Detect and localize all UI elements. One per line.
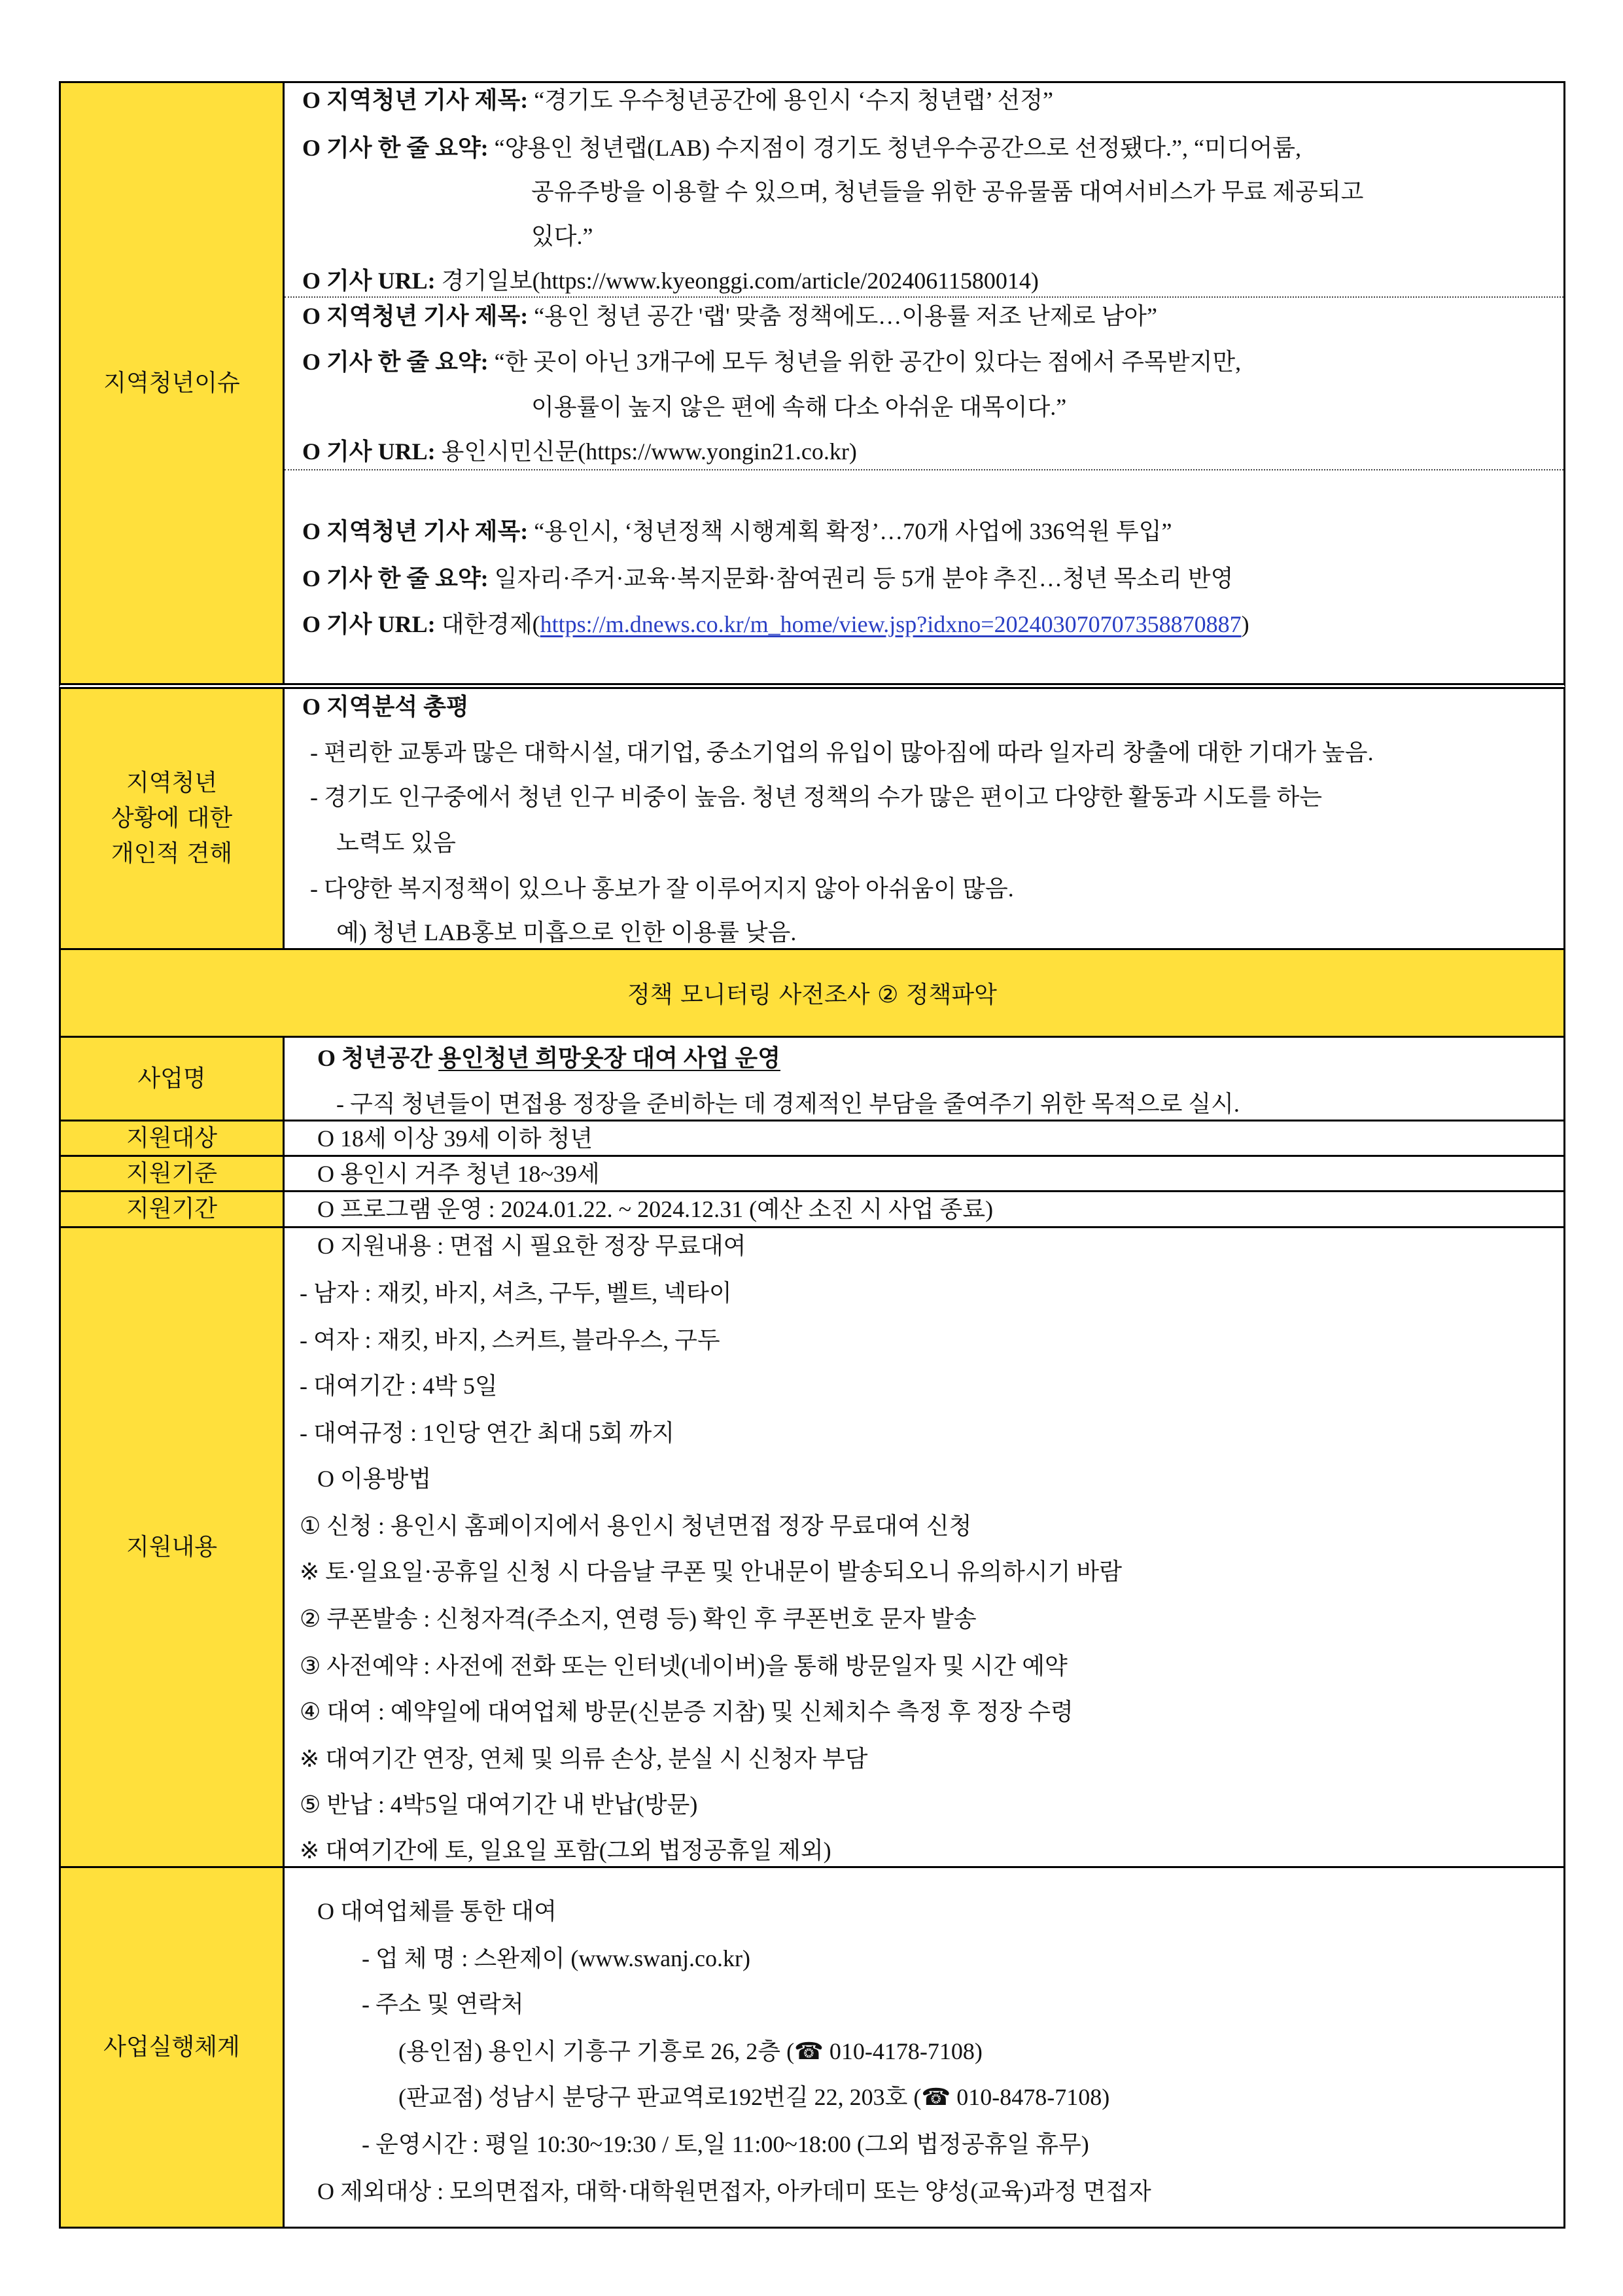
article-title-label: 지역청년 기사 제목: [326, 518, 529, 544]
dotted-divider [285, 469, 1563, 470]
article-2-url-line [302, 437, 857, 466]
content-text: ④ 대여 : 예약일에 대여업체 방문(신분증 지참) 및 신체치수 측정 후 정장 수령 [300, 1699, 1073, 1725]
opinion-heading: 지역분석 총평 [326, 694, 469, 720]
article-summary-continued: 공유주방을 이용할 수 있으며, 청년들을 위한 공유물품 대여서비스가 무료 제공되고 [531, 179, 1364, 205]
execution-text: O 제외대상 : 모의면접자, 대학·대학원면접자, 아카데미 또는 양성(교육)과정 면접자 [317, 2178, 1151, 2204]
execution-text: (판교점) 성남시 분당구 판교역로192번길 22, 203호 (☎ 010-8478-7108) [398, 2084, 1110, 2110]
target-line [317, 1124, 593, 1153]
article-url-prefix: 대한경제( [441, 611, 540, 637]
row-support-content [59, 1228, 1565, 1868]
content-text: O 이용방법 [317, 1466, 432, 1492]
article-1-title-line [302, 86, 1053, 115]
business-description-line [336, 1089, 1240, 1118]
article-summary-label: 기사 한 줄 요약: [326, 135, 489, 161]
label-text: 사업실행체계 [103, 2034, 240, 2060]
label-text-line: 상황에 대한 [111, 805, 233, 832]
execution-text: O 대여업체를 통한 대여 [317, 1898, 557, 1924]
article-summary: “양용인 청년랩(LAB) 수지점이 경기도 청년우수공간으로 선정됐다.”, “미디어룸, [494, 135, 1302, 161]
target-text: O 18세 이상 39세 이하 청년 [317, 1125, 593, 1152]
opinion-text: - 경기도 인구중에서 청년 인구 비중이 높음. 청년 정책의 수가 많은 편이고 다양한 활동과 시도를 하는 [310, 784, 1323, 810]
label-text: 지원내용 [126, 1533, 218, 1561]
article-url-label: 기사 URL: [326, 438, 436, 465]
bullet-marker: O [302, 565, 321, 592]
label-cell [61, 1868, 285, 2227]
bullet-marker: O [302, 438, 321, 465]
execution-text: (용인점) 용인시 기흥구 기흥로 26, 2층 (☎ 010-4178-7108) [398, 2038, 983, 2064]
execution-line [317, 1897, 557, 1926]
content-line [300, 1279, 732, 1307]
content-text: ※ 토·일요일·공휴일 신청 시 다음날 쿠폰 및 안내문이 발송되오니 유의하시기 바람 [300, 1559, 1122, 1585]
content-text: ※ 대여기간에 토, 일요일 포함(그외 법정공휴일 제외) [300, 1837, 831, 1863]
article-2-title-line [302, 302, 1157, 330]
bullet-marker: O [302, 694, 321, 720]
opinion-line [310, 783, 1322, 811]
article-summary: 일자리·주거·교육·복지문화·참여권리 등 5개 분야 추진…청년 목소리 반영 [494, 565, 1234, 592]
article-2-summary-line [302, 347, 1241, 376]
article-title: “용인시, ‘청년정책 시행계획 확정’…70개 사업에 336억원 투입” [534, 518, 1172, 544]
content-line [300, 1836, 831, 1865]
row-execution-system [59, 1868, 1565, 2229]
bullet-marker: O [302, 349, 321, 375]
label-text: 지원기준 [126, 1159, 218, 1187]
execution-text: - 업 체 명 : 스완제이 (www.swanj.co.kr) [362, 1945, 751, 1971]
row-business-name [59, 1038, 1565, 1122]
article-url-label: 기사 URL: [326, 611, 436, 637]
opinion-line [310, 738, 1374, 767]
dotted-divider [285, 296, 1563, 298]
article-url-label: 기사 URL: [326, 268, 436, 294]
article-title: “용인 청년 공간 '랩' 맞춤 정책에도…이용률 저조 난제로 남아” [534, 303, 1157, 329]
content-line [300, 1326, 720, 1354]
execution-line [398, 2083, 1109, 2111]
opinion-text: - 다양한 복지정책이 있으나 홍보가 잘 이루어지지 않아 아쉬움이 많음. [310, 875, 1014, 902]
content-text: ⑤ 반납 : 4박5일 대여기간 내 반납(방문) [300, 1792, 698, 1818]
label-text-line: 개인적 견해 [111, 840, 233, 867]
content-line [317, 1231, 746, 1260]
label-cell [61, 1228, 285, 1866]
bullet-marker: O [302, 518, 321, 544]
article-title-label: 지역청년 기사 제목: [326, 303, 529, 329]
execution-line [362, 1990, 524, 2019]
content-line [300, 1511, 971, 1540]
article-summary-label: 기사 한 줄 요약: [326, 565, 489, 592]
article-url: 경기일보(https://www.kyeonggi.com/article/20240611580014) [441, 268, 1039, 294]
section-header-row [59, 950, 1565, 1038]
opinion-text: - 편리한 교통과 많은 대학시설, 대기업, 중소기업의 유입이 많아짐에 따라 일자리 창출에 대한 기대가 높음. [310, 739, 1374, 766]
article-url: 용인시민신문(https://www.yongin21.co.kr) [441, 438, 857, 465]
opinion-line [336, 918, 796, 947]
content-text: - 여자 : 재킷, 바지, 스커트, 블라우스, 구두 [300, 1327, 720, 1353]
content-text: ※ 대여기간 연장, 연체 및 의류 손상, 분실 시 신청자 부담 [300, 1746, 868, 1772]
business-name: 용인청년 희망옷장 대여 사업 운영 [438, 1045, 780, 1071]
row-period [59, 1192, 1565, 1228]
content-line [300, 1419, 674, 1447]
content-line [300, 1790, 697, 1819]
execution-text: - 운영시간 : 평일 10:30~19:30 / 토,일 11:00~18:00 (그외 법정공휴일 휴무) [362, 2131, 1089, 2157]
period-text: O 프로그램 운영 : 2024.01.22. ~ 2024.12.31 (예산 소진 시 사업 종료) [317, 1196, 994, 1222]
article-title-label: 지역청년 기사 제목: [326, 87, 529, 113]
bullet-marker: O [302, 611, 321, 637]
content-line [317, 1464, 431, 1493]
content-line [300, 1651, 1068, 1680]
content-text: O 지원내용 : 면접 시 필요한 정장 무료대여 [317, 1233, 746, 1259]
section-header-title: 정책 모니터링 사전조사 ② 정책파악 [627, 981, 997, 1008]
business-name-line [317, 1044, 780, 1072]
content-line [300, 1744, 867, 1773]
label-cell [61, 689, 285, 948]
content-line [300, 1697, 1073, 1726]
label-text: 사업명 [137, 1065, 206, 1092]
content-text: - 대여규정 : 1인당 연간 최대 5회 까지 [300, 1420, 675, 1446]
article-summary-label: 기사 한 줄 요약: [326, 349, 489, 375]
opinion-line [310, 874, 1014, 903]
label-cell [61, 1122, 285, 1155]
article-summary-continued: 있다.” [531, 223, 593, 249]
article-3-url-line [302, 610, 1249, 639]
article-summary-continued: 이용률이 높지 않은 편에 속해 다소 아쉬운 대목이다.” [531, 394, 1067, 420]
opinion-line [336, 828, 456, 857]
article-1-url-line [302, 266, 1039, 295]
execution-text: - 주소 및 연락처 [362, 1991, 524, 2017]
content-line [300, 1371, 498, 1400]
label-text: 지원기간 [126, 1195, 218, 1222]
execution-line [362, 2130, 1089, 2159]
label-text: 지원대상 [126, 1124, 218, 1152]
row-target [59, 1122, 1565, 1157]
opinion-heading-line [302, 692, 469, 721]
bullet-marker: O [302, 87, 321, 113]
article-1-summary-cont [531, 177, 1363, 206]
article-3-title-line [302, 517, 1172, 546]
content-line [300, 1557, 1122, 1586]
article-2-summary-cont [531, 393, 1066, 421]
content-text: ① 신청 : 용인시 홈페이지에서 용인시 청년면접 정장 무료대여 신청 [300, 1513, 972, 1539]
row-criteria [59, 1157, 1565, 1192]
bullet-marker: O [302, 268, 321, 294]
bullet-marker: O [302, 135, 321, 161]
article-url-suffix: ) [1241, 611, 1249, 637]
opinion-text: 예) 청년 LAB홍보 미흡으로 인한 이용률 낮음. [336, 919, 797, 945]
label-cell [61, 83, 285, 683]
criteria-line [317, 1159, 600, 1188]
content-text: ② 쿠폰발송 : 신청자격(주소지, 연령 등) 확인 후 쿠폰번호 문자 발송 [300, 1606, 977, 1632]
content-text: - 대여기간 : 4박 5일 [300, 1373, 498, 1399]
criteria-text: O 용인시 거주 청년 18~39세 [317, 1161, 600, 1187]
bullet-marker: O [317, 1045, 336, 1071]
content-line [300, 1604, 977, 1633]
content-text: ③ 사전예약 : 사전에 전화 또는 인터넷(네이버)을 통해 방문일자 및 시간 예약 [300, 1653, 1068, 1679]
row-personal-opinion [59, 689, 1565, 950]
execution-line [362, 1944, 750, 1973]
row-regional-youth-issues [59, 81, 1565, 689]
execution-line [317, 2177, 1151, 2206]
article-title: “경기도 우수청년공간에 용인시 ‘수지 청년랩’ 선정” [534, 87, 1054, 113]
label-text: 지역청년이슈 [103, 369, 240, 397]
article-url-link[interactable]: https://m.dnews.co.kr/m_home/view.jsp?idxno=202403070707358870887 [540, 611, 1242, 637]
article-1-summary-cont [531, 222, 593, 251]
period-line [317, 1195, 993, 1224]
business-prefix: 청년공간 [341, 1045, 433, 1071]
content-text: - 남자 : 재킷, 바지, 셔츠, 구두, 벨트, 넥타이 [300, 1280, 732, 1306]
bullet-marker: O [302, 303, 321, 329]
label-cell [61, 1157, 285, 1190]
opinion-text: 노력도 있음 [336, 830, 456, 856]
article-summary: “한 곳이 아닌 3개구에 모두 청년을 위한 공간이 있다는 점에서 주목받지만, [494, 349, 1242, 375]
label-cell [61, 1038, 285, 1120]
label-text-line: 지역청년 [126, 769, 218, 796]
article-1-summary-line [302, 133, 1301, 162]
article-3-summary-line [302, 564, 1233, 593]
execution-line [398, 2037, 983, 2066]
label-cell [61, 1192, 285, 1226]
business-description: - 구직 청년들이 면접용 정장을 준비하는 데 경제적인 부담을 줄여주기 위한 목적으로 실시. [336, 1091, 1240, 1117]
